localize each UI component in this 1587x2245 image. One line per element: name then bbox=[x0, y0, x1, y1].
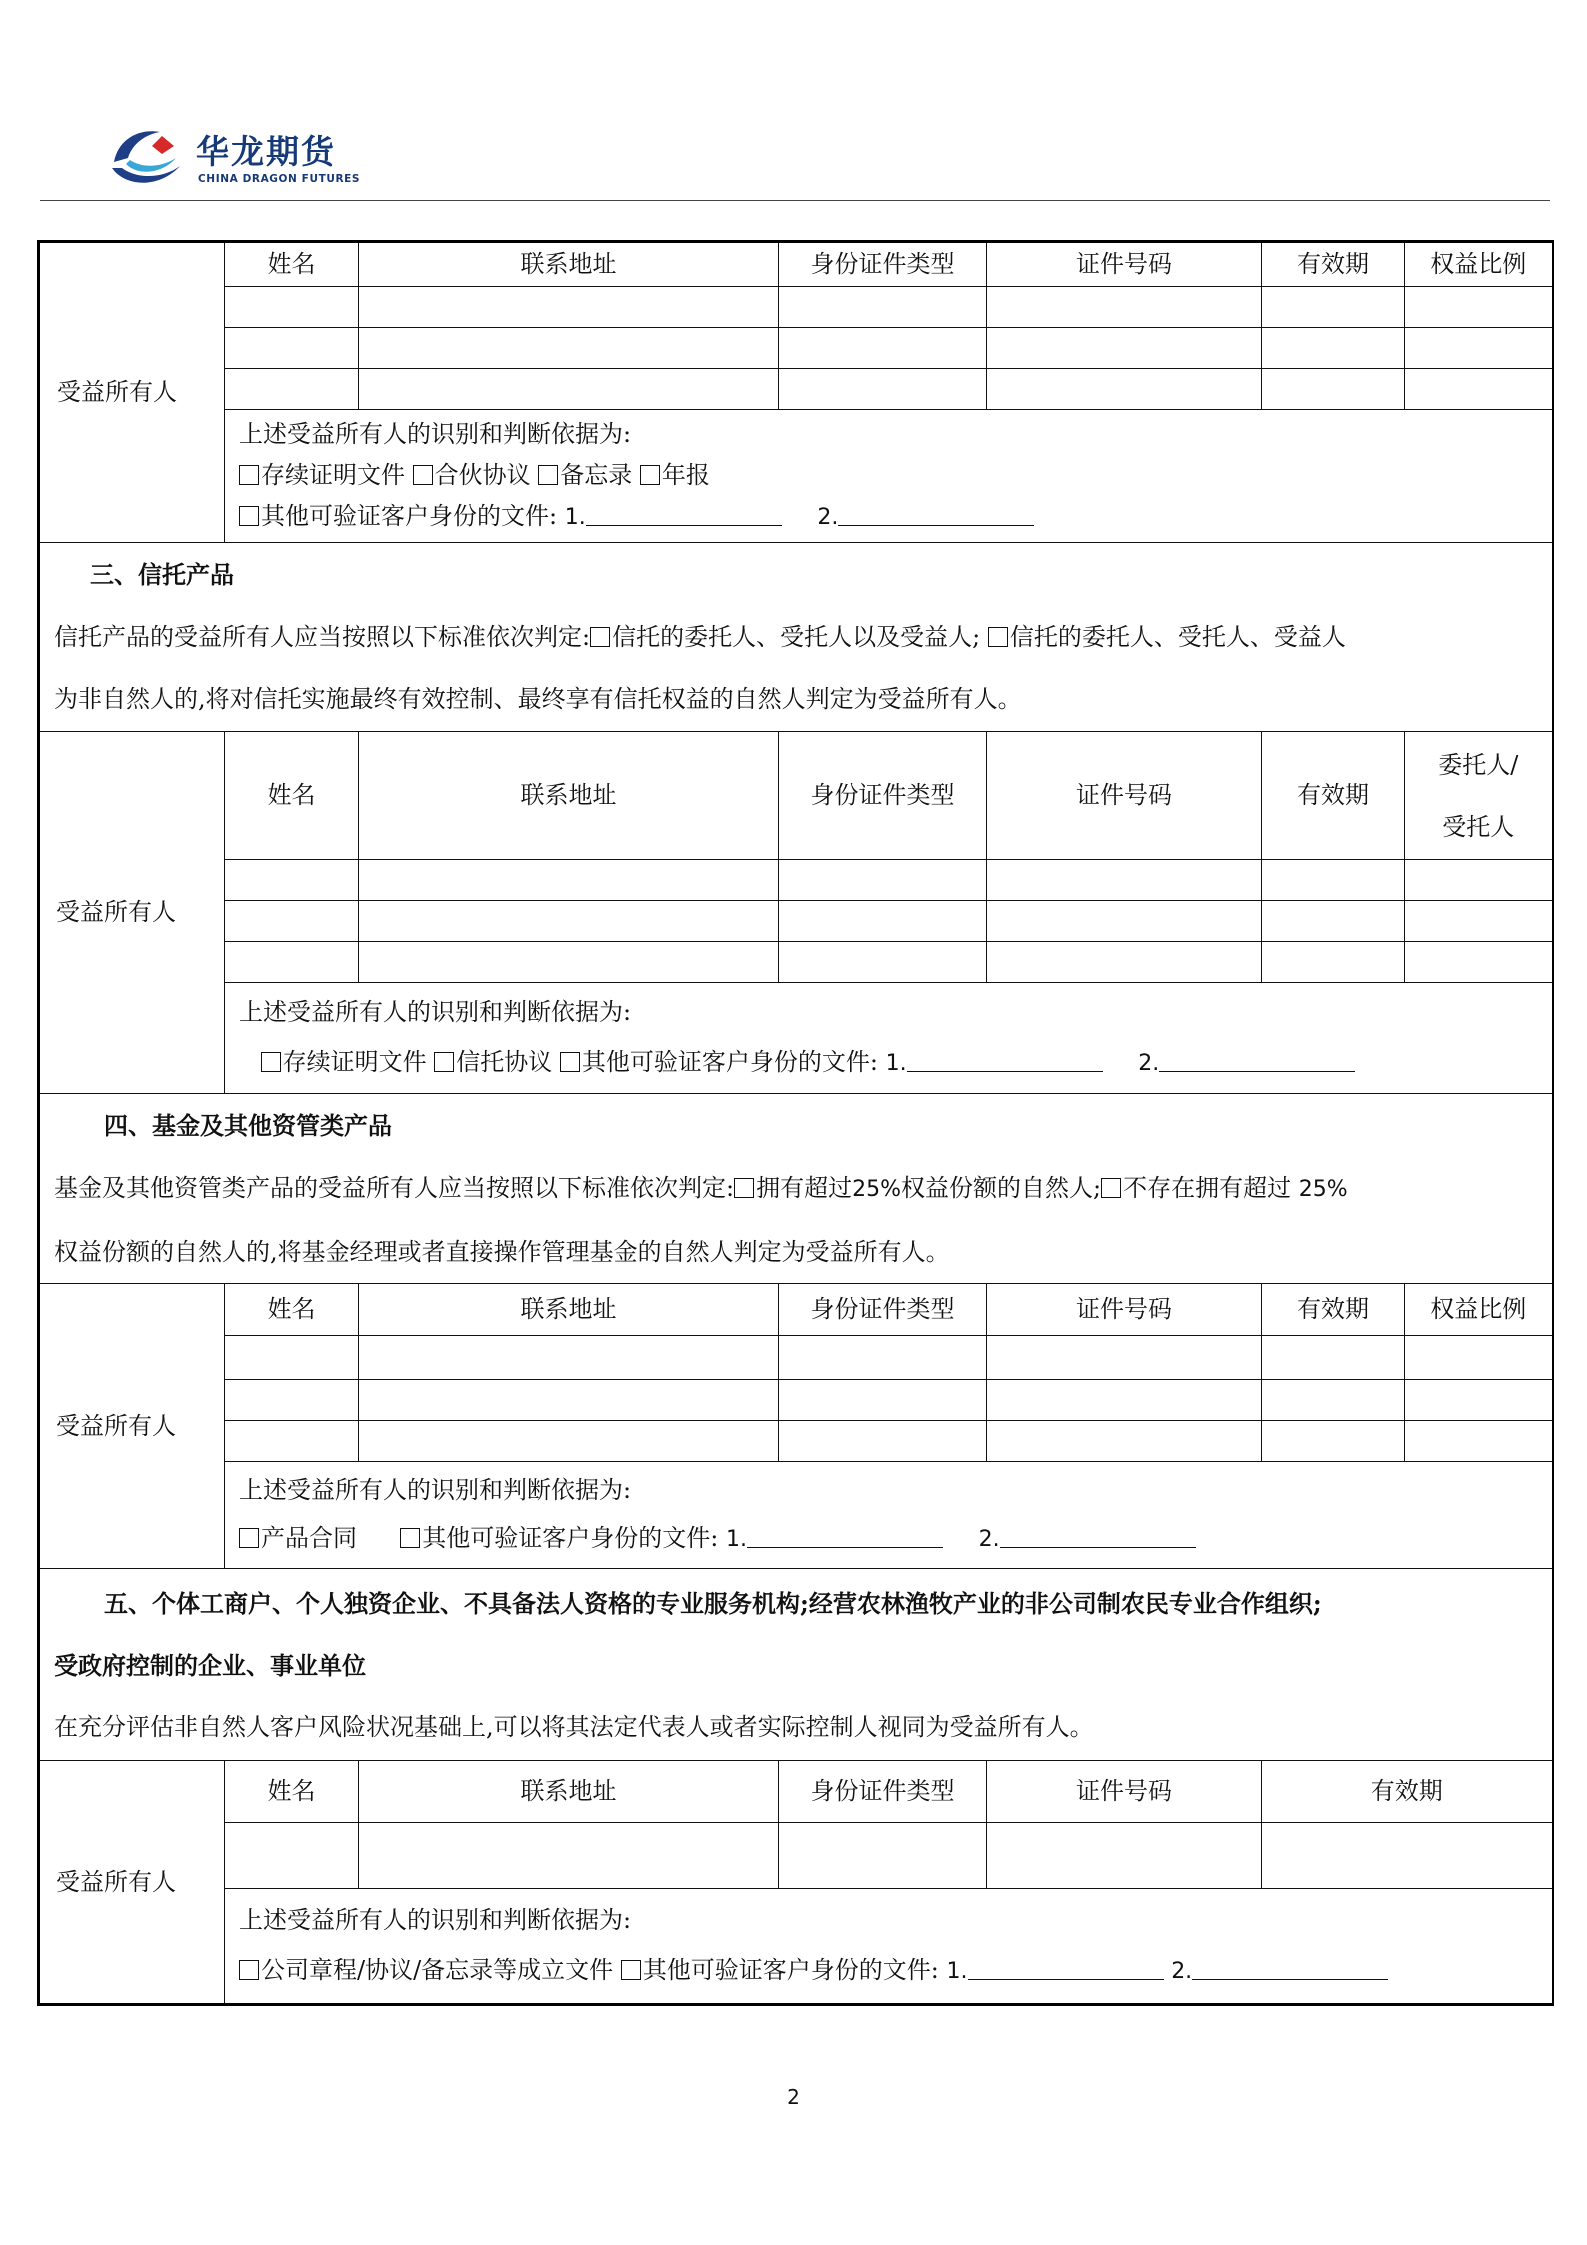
col-validity: 有效期 bbox=[1262, 242, 1405, 287]
basis-label: 上述受益所有人的识别和判断依据为: bbox=[239, 998, 632, 1026]
cell-id-type[interactable] bbox=[779, 942, 987, 983]
section-title: 五、个体工商户、个人独资企业、不具备法人资格的专业服务机构;经营农林渔牧产业的非公司制农民专业合作组织; bbox=[104, 1588, 1322, 1618]
checkbox-existence-certificate[interactable] bbox=[239, 465, 259, 485]
blank-2-field[interactable] bbox=[1000, 1527, 1196, 1548]
identification-basis bbox=[225, 1462, 1553, 1569]
cell-id-number[interactable] bbox=[987, 287, 1262, 328]
col-id-number: 证件号码 bbox=[987, 1284, 1262, 1336]
blank-2-label: 2. bbox=[1138, 1051, 1160, 1076]
checkbox-other-documents[interactable] bbox=[621, 1960, 641, 1980]
section-title: 三、信托产品 bbox=[90, 560, 234, 589]
col-id-number: 证件号码 bbox=[987, 242, 1262, 287]
beneficial-owner-label: 受益所有人 bbox=[39, 1761, 225, 2005]
cell-id-number[interactable] bbox=[987, 1823, 1262, 1889]
checkbox-trust-non-natural[interactable] bbox=[988, 627, 1008, 647]
cell-validity[interactable] bbox=[1262, 1823, 1553, 1889]
percent-value: 25% bbox=[1298, 1176, 1348, 1202]
page-number: 2 bbox=[787, 2085, 800, 2109]
cell-address[interactable] bbox=[359, 1336, 779, 1380]
col-label-line: 受托人 bbox=[1442, 812, 1515, 841]
cell-address[interactable] bbox=[359, 1421, 779, 1462]
cell-id-type[interactable] bbox=[779, 1380, 987, 1421]
cell-validity[interactable] bbox=[1262, 287, 1405, 328]
option-label: 其他可验证客户身份的文件: bbox=[261, 502, 558, 530]
cell-id-number[interactable] bbox=[987, 1421, 1262, 1462]
cell-address[interactable] bbox=[359, 287, 779, 328]
table-row bbox=[39, 369, 1553, 410]
cell-id-number[interactable] bbox=[987, 942, 1262, 983]
checkbox-trust-agreement[interactable] bbox=[434, 1052, 454, 1072]
cell-validity[interactable] bbox=[1262, 1421, 1405, 1462]
col-name: 姓名 bbox=[225, 242, 359, 287]
header-divider bbox=[40, 200, 1550, 201]
table-row bbox=[39, 1380, 1553, 1421]
cell-validity[interactable] bbox=[1262, 369, 1405, 410]
blank-1-label: 1. bbox=[946, 1959, 968, 1984]
col-equity-ratio: 权益比例 bbox=[1405, 1284, 1553, 1336]
beneficial-owner-label: 受益所有人 bbox=[39, 242, 225, 543]
checkbox-over-25-equity[interactable] bbox=[734, 1178, 754, 1198]
option-label: 信托的委托人、受托人以及受益人; bbox=[612, 623, 981, 651]
blank-2-field[interactable] bbox=[838, 505, 1034, 526]
cell-name[interactable] bbox=[225, 1421, 359, 1462]
logo-chinese-name: 华龙期货 bbox=[196, 132, 336, 171]
cell-equity-ratio[interactable] bbox=[1405, 1380, 1553, 1421]
section-fund-intro bbox=[39, 1094, 1553, 1284]
blank-1-label: 1. bbox=[726, 1527, 748, 1552]
identification-basis bbox=[225, 1889, 1553, 2005]
cell-id-number[interactable] bbox=[987, 1336, 1262, 1380]
cell-validity[interactable] bbox=[1262, 942, 1405, 983]
cell-validity[interactable] bbox=[1262, 1336, 1405, 1380]
col-name: 姓名 bbox=[225, 1284, 359, 1336]
option-label: 存续证明文件 bbox=[282, 1048, 427, 1076]
col-label-line: 委托人/ bbox=[1438, 750, 1519, 779]
col-name: 姓名 bbox=[225, 1761, 359, 1823]
col-address: 联系地址 bbox=[359, 1761, 779, 1823]
option-label: 信托协议 bbox=[456, 1048, 553, 1076]
section-text: 基金及其他资管类产品的受益所有人应当按照以下标准依次判定: bbox=[54, 1173, 735, 1202]
section-title-cont: 受政府控制的企业、事业单位 bbox=[54, 1650, 366, 1680]
cell-address[interactable] bbox=[359, 1380, 779, 1421]
table-row bbox=[39, 942, 1553, 983]
company-logo bbox=[108, 118, 368, 196]
cell-id-number[interactable] bbox=[987, 860, 1262, 901]
col-validity: 有效期 bbox=[1262, 732, 1405, 860]
cell-validity[interactable] bbox=[1262, 860, 1405, 901]
checkbox-product-contract[interactable] bbox=[239, 1528, 259, 1548]
cell-address[interactable] bbox=[359, 1823, 779, 1889]
blank-1-field[interactable] bbox=[907, 1051, 1103, 1072]
blank-1-field[interactable] bbox=[747, 1527, 943, 1548]
section-trust-intro bbox=[39, 543, 1553, 732]
cell-id-number[interactable] bbox=[987, 328, 1262, 369]
col-id-type: 身份证件类型 bbox=[779, 1284, 987, 1336]
option-label: 存续证明文件 bbox=[261, 461, 405, 489]
cell-id-type[interactable] bbox=[779, 901, 987, 942]
cell-name[interactable] bbox=[225, 860, 359, 901]
cell-equity-ratio[interactable] bbox=[1405, 328, 1553, 369]
cell-equity-ratio[interactable] bbox=[1405, 1336, 1553, 1380]
cell-trustor-trustee[interactable] bbox=[1405, 860, 1553, 901]
cell-id-type[interactable] bbox=[779, 1336, 987, 1380]
cell-name[interactable] bbox=[225, 1336, 359, 1380]
checkbox-articles-of-association[interactable] bbox=[239, 1960, 259, 1980]
section-text: 权益份额的自然人的,将基金经理或者直接操作管理基金的自然人判定为受益所有人。 bbox=[54, 1237, 950, 1266]
cell-equity-ratio[interactable] bbox=[1405, 287, 1553, 328]
option-label: 其他可验证客户身份的文件: bbox=[422, 1524, 719, 1552]
cell-name[interactable] bbox=[225, 369, 359, 410]
basis-label: 上述受益所有人的识别和判断依据为: bbox=[239, 420, 632, 448]
option-label: 权益份额的自然人; bbox=[901, 1173, 1102, 1202]
col-name: 姓名 bbox=[225, 732, 359, 860]
blank-1-field[interactable] bbox=[968, 1959, 1164, 1980]
beneficial-owner-label: 受益所有人 bbox=[39, 732, 225, 1094]
option-label: 信托的委托人、受托人、受益人 bbox=[1009, 623, 1346, 651]
option-label: 拥有超过 bbox=[756, 1173, 853, 1202]
cell-address[interactable] bbox=[359, 942, 779, 983]
col-address: 联系地址 bbox=[359, 1284, 779, 1336]
blank-2-label: 2. bbox=[817, 505, 839, 530]
checkbox-trust-parties[interactable] bbox=[590, 627, 610, 647]
checkbox-memorandum[interactable] bbox=[538, 465, 558, 485]
cell-id-type[interactable] bbox=[779, 369, 987, 410]
table-row bbox=[39, 1421, 1553, 1462]
cell-validity[interactable] bbox=[1262, 328, 1405, 369]
col-id-type: 身份证件类型 bbox=[779, 732, 987, 860]
option-label: 其他可验证客户身份的文件: bbox=[642, 1956, 939, 1984]
cell-equity-ratio[interactable] bbox=[1405, 1421, 1553, 1462]
table-row bbox=[39, 1336, 1553, 1380]
identification-basis bbox=[225, 983, 1553, 1094]
col-trustor-trustee bbox=[1405, 732, 1553, 860]
cell-id-type[interactable] bbox=[779, 1823, 987, 1889]
cell-id-type[interactable] bbox=[779, 328, 987, 369]
checkbox-other-documents[interactable] bbox=[239, 506, 259, 526]
cell-name[interactable] bbox=[225, 287, 359, 328]
cell-name[interactable] bbox=[225, 328, 359, 369]
cell-address[interactable] bbox=[359, 901, 779, 942]
table-row bbox=[39, 860, 1553, 901]
cell-name[interactable] bbox=[225, 1823, 359, 1889]
col-address: 联系地址 bbox=[359, 242, 779, 287]
cell-name[interactable] bbox=[225, 1380, 359, 1421]
dragon-logo-icon bbox=[108, 118, 192, 190]
checkbox-existence-certificate[interactable] bbox=[261, 1052, 281, 1072]
col-id-type: 身份证件类型 bbox=[779, 1761, 987, 1823]
cell-address[interactable] bbox=[359, 860, 779, 901]
section-text: 为非自然人的,将对信托实施最终有效控制、最终享有信托权益的自然人判定为受益所有人。 bbox=[54, 685, 1022, 713]
logo-english-name: CHINA DRAGON FUTURES bbox=[198, 173, 361, 185]
option-label: 备忘录 bbox=[560, 461, 633, 489]
cell-equity-ratio[interactable] bbox=[1405, 369, 1553, 410]
option-label: 公司章程/协议/备忘录等成立文件 bbox=[261, 1956, 614, 1984]
cell-trustor-trustee[interactable] bbox=[1405, 901, 1553, 942]
section-text: 信托产品的受益所有人应当按照以下标准依次判定: bbox=[54, 623, 591, 651]
col-id-number: 证件号码 bbox=[987, 1761, 1262, 1823]
table-row bbox=[39, 1823, 1553, 1889]
option-label: 其他可验证客户身份的文件: bbox=[581, 1048, 879, 1076]
checkbox-no-over-25-equity[interactable] bbox=[1101, 1178, 1121, 1198]
col-validity: 有效期 bbox=[1262, 1761, 1553, 1823]
blank-2-field[interactable] bbox=[1192, 1959, 1388, 1980]
blank-2-label: 2. bbox=[978, 1527, 1000, 1552]
blank-1-field[interactable] bbox=[586, 505, 782, 526]
blank-1-label: 1. bbox=[564, 505, 586, 530]
col-equity-ratio: 权益比例 bbox=[1405, 242, 1553, 287]
col-id-type: 身份证件类型 bbox=[779, 242, 987, 287]
cell-address[interactable] bbox=[359, 328, 779, 369]
option-label: 产品合同 bbox=[261, 1524, 357, 1552]
cell-validity[interactable] bbox=[1262, 901, 1405, 942]
checkbox-other-documents[interactable] bbox=[400, 1528, 420, 1548]
table-row bbox=[39, 901, 1553, 942]
basis-label: 上述受益所有人的识别和判断依据为: bbox=[239, 1476, 632, 1504]
section-title: 四、基金及其他资管类产品 bbox=[104, 1110, 392, 1140]
cell-id-type[interactable] bbox=[779, 287, 987, 328]
beneficial-owner-form bbox=[37, 240, 1554, 2006]
identification-basis bbox=[225, 410, 1553, 543]
col-address: 联系地址 bbox=[359, 732, 779, 860]
blank-2-field[interactable] bbox=[1159, 1051, 1355, 1072]
cell-id-number[interactable] bbox=[987, 1380, 1262, 1421]
cell-id-type[interactable] bbox=[779, 1421, 987, 1462]
checkbox-annual-report[interactable] bbox=[640, 465, 660, 485]
beneficial-owner-label: 受益所有人 bbox=[39, 1284, 225, 1569]
cell-id-number[interactable] bbox=[987, 901, 1262, 942]
cell-id-type[interactable] bbox=[779, 860, 987, 901]
option-label: 不存在拥有超过 bbox=[1123, 1173, 1292, 1202]
cell-trustor-trustee[interactable] bbox=[1405, 942, 1553, 983]
table-row bbox=[39, 328, 1553, 369]
option-label: 合伙协议 bbox=[434, 461, 531, 489]
blank-1-label: 1. bbox=[885, 1051, 907, 1076]
checkbox-partnership-agreement[interactable] bbox=[413, 465, 433, 485]
cell-validity[interactable] bbox=[1262, 1380, 1405, 1421]
table-row bbox=[39, 287, 1553, 328]
col-validity: 有效期 bbox=[1262, 1284, 1405, 1336]
checkbox-other-documents[interactable] bbox=[560, 1052, 580, 1072]
basis-label: 上述受益所有人的识别和判断依据为: bbox=[239, 1906, 632, 1934]
blank-2-label: 2. bbox=[1171, 1959, 1193, 1984]
section-other-entities-intro bbox=[39, 1569, 1553, 1761]
percent-value: 25% bbox=[852, 1176, 901, 1202]
cell-name[interactable] bbox=[225, 942, 359, 983]
cell-id-number[interactable] bbox=[987, 369, 1262, 410]
col-id-number: 证件号码 bbox=[987, 732, 1262, 860]
section-text: 在充分评估非自然人客户风险状况基础上,可以将其法定代表人或者实际控制人视同为受益所有人。 bbox=[54, 1712, 1094, 1741]
option-label: 年报 bbox=[661, 461, 710, 489]
cell-address[interactable] bbox=[359, 369, 779, 410]
cell-name[interactable] bbox=[225, 901, 359, 942]
